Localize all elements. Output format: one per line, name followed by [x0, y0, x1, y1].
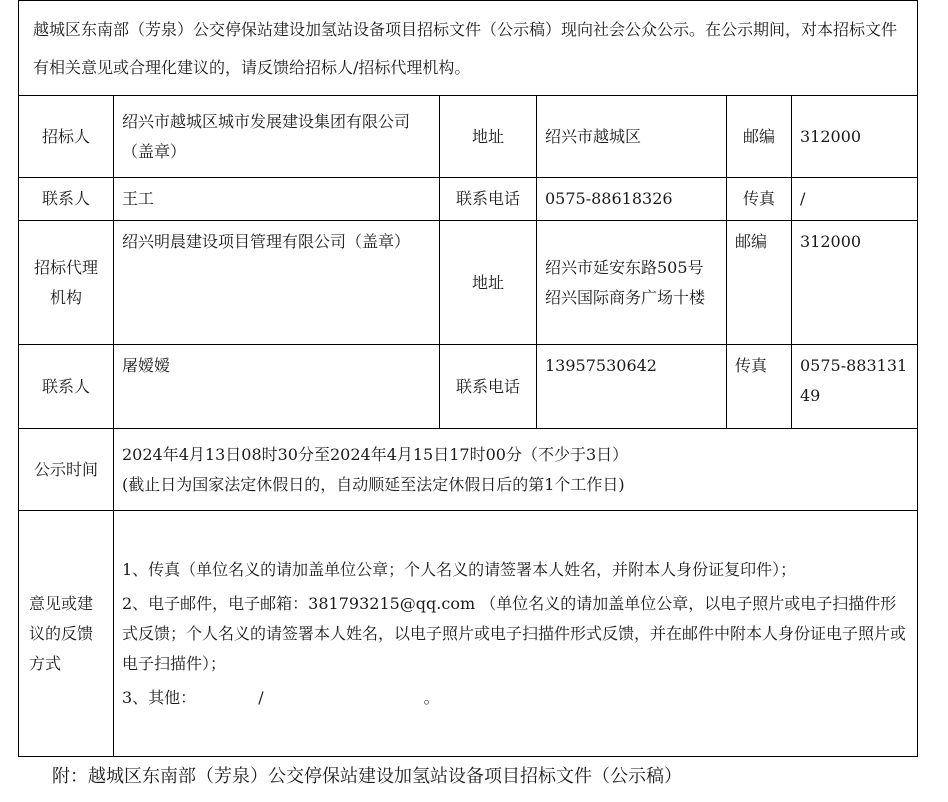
feedback-other-item	[122, 683, 909, 713]
tenderer-phone-label: 联系电话	[440, 178, 537, 221]
period-range: 2024年4月13日08时30分至2024年4月15日17时00分（不少于3日）	[122, 444, 629, 464]
period-row	[19, 429, 918, 511]
tenderer-zip-label: 邮编	[727, 96, 792, 178]
attachment-title: 越城区东南部（芳泉）公交停保站建设加氢站设备项目	[88, 766, 520, 787]
attachment-footer	[52, 764, 682, 790]
agency-address: 绍兴市延安东路505号绍兴国际商务广场十楼	[537, 221, 727, 345]
agency-label: 招标代理机构	[19, 221, 114, 345]
agency-zip-label: 邮编	[727, 221, 792, 345]
tenderer-row	[19, 96, 918, 178]
tenderer-contact-row	[19, 178, 918, 221]
feedback-row	[19, 511, 918, 757]
attachment-prefix: 附：	[52, 766, 88, 787]
feedback-other-prefix: 3、其他：	[122, 687, 197, 707]
agency-fax: 0575-88313149	[792, 345, 918, 429]
tenderer-name: 绍兴市越城区城市发展建设集团有限公司（盖章）	[114, 96, 440, 178]
agency-contact-label: 联系人	[19, 345, 114, 429]
agency-contact-row	[19, 345, 918, 429]
agency-address-label: 地址	[440, 221, 537, 345]
tenderer-address: 绍兴市越城区	[537, 96, 727, 178]
feedback-label: 意见或建议的反馈方式	[19, 511, 114, 757]
period-note: (截止日为国家法定休假日的，自动顺延至法定休假日后的第1个工作日)	[122, 474, 625, 494]
feedback-fax-item: 1、传真（单位名义的请加盖单位公章；个人名义的请签署本人姓名，并附本人身份证复印件）；	[122, 559, 797, 579]
notice-table	[18, 0, 918, 757]
intro-text: 越城区东南部（芳泉）公交停保站建设加氢站设备项目招标文件（公示稿）现向社会公众公示。在公示期间，对本招标文件有相关意见或合理化建议的，请反馈给招标人/招标代理机构。	[19, 1, 918, 96]
feedback-other-end: 。	[423, 687, 440, 707]
notice-table-wrapper	[18, 0, 917, 757]
agency-fax-label: 传真	[727, 345, 792, 429]
agency-contact-name: 屠嫒嫒	[114, 345, 440, 429]
tenderer-contact-name: 王工	[114, 178, 440, 221]
tenderer-phone: 0575-88618326	[537, 178, 727, 221]
attachment-suffix: 招标文件（公示稿）	[520, 766, 682, 787]
tenderer-label: 招标人	[19, 96, 114, 178]
agency-phone: 13957530642	[537, 345, 727, 429]
tenderer-fax: /	[792, 178, 918, 221]
tenderer-zip: 312000	[792, 96, 918, 178]
period-label: 公示时间	[19, 429, 114, 511]
tenderer-contact-label: 联系人	[19, 178, 114, 221]
agency-phone-label: 联系电话	[440, 345, 537, 429]
feedback-email-item: 2、电子邮件，电子邮箱：381793215@qq.com （单位名义的请加盖单位公章，以电子照片或电子扫描件形式反馈；个人名义的请签署本人姓名，以电子照片或电子扫描件形式反馈，并在邮件中附本人身份证电子照片或电子扫描件）；	[122, 593, 907, 673]
feedback-other-slash: /	[258, 687, 264, 707]
agency-zip: 312000	[792, 221, 918, 345]
tenderer-fax-label: 传真	[727, 178, 792, 221]
intro-row	[19, 1, 918, 96]
period-cell	[114, 429, 918, 511]
agency-name: 绍兴明晨建设项目管理有限公司（盖章）	[114, 221, 440, 345]
agency-row	[19, 221, 918, 345]
feedback-cell	[114, 511, 918, 757]
tenderer-address-label: 地址	[440, 96, 537, 178]
